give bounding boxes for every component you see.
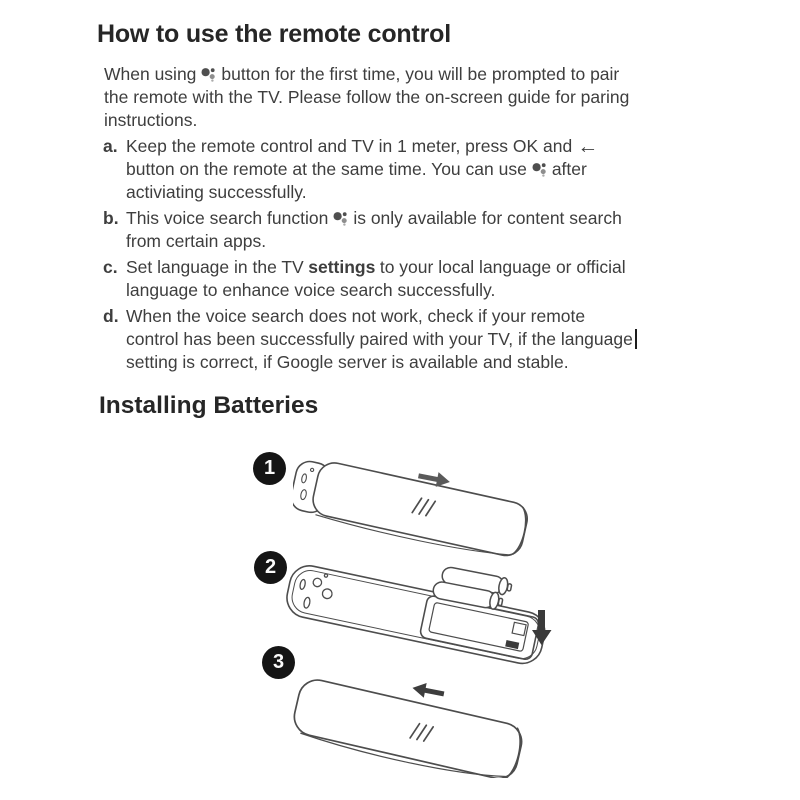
instructions-text — [104, 63, 722, 374]
text-cursor-icon — [635, 329, 637, 349]
voice-assistant-icon — [201, 67, 216, 82]
voice-assistant-icon — [333, 211, 348, 226]
step-number-badge: 1 — [253, 452, 286, 485]
instruction-item-d — [104, 305, 722, 374]
intro-text: instructions. — [104, 110, 198, 130]
remote-slide-cover-off-illustration — [293, 449, 563, 567]
voice-assistant-icon — [532, 162, 547, 177]
item-text: after — [551, 159, 587, 179]
intro-text: the remote with the TV. Please follow the on-screen guide for paring — [104, 87, 630, 107]
page-title: How to use the remote control — [97, 20, 451, 48]
intro-text: When using — [104, 64, 197, 84]
intro-text: button for the first time, you will be prompted to pair — [221, 64, 620, 84]
item-label: d. — [103, 306, 119, 326]
item-label: b. — [103, 208, 119, 228]
item-text: to your local language or official — [379, 257, 626, 277]
item-text: is only available for content search — [353, 208, 622, 228]
item-text: Keep the remote control and TV in 1 meter, press OK and — [126, 136, 573, 156]
intro-paragraph — [104, 63, 722, 132]
instruction-item-a — [104, 135, 722, 204]
item-text: activiating successfully. — [126, 182, 307, 202]
item-text: Set language in the TV — [126, 257, 304, 277]
step-number-badge: 3 — [262, 646, 295, 679]
item-text: from certain apps. — [126, 231, 267, 251]
instruction-item-b — [104, 207, 722, 253]
item-label: a. — [103, 136, 118, 156]
remote-slide-cover-on-illustration — [292, 666, 572, 778]
settings-keyword: settings — [308, 257, 376, 277]
item-label: c. — [103, 257, 118, 277]
item-text: control has been successfully paired with your TV, if the language — [126, 329, 633, 349]
item-text: language to enhance voice search successfully. — [126, 280, 496, 300]
item-text: When the voice search does not work, check if your remote — [126, 306, 586, 326]
step-number-badge: 2 — [254, 551, 287, 584]
slide-left-arrow-icon — [411, 680, 445, 701]
back-arrow-icon: ← — [577, 135, 599, 158]
item-text: button on the remote at the same time. You can use — [126, 159, 527, 179]
item-text: setting is correct, if Google server is available and stable. — [126, 352, 569, 372]
item-text: This voice search function — [126, 208, 329, 228]
section-title: Installing Batteries — [99, 392, 319, 419]
remote-insert-batteries-illustration — [286, 552, 596, 670]
instruction-item-c — [104, 256, 722, 302]
